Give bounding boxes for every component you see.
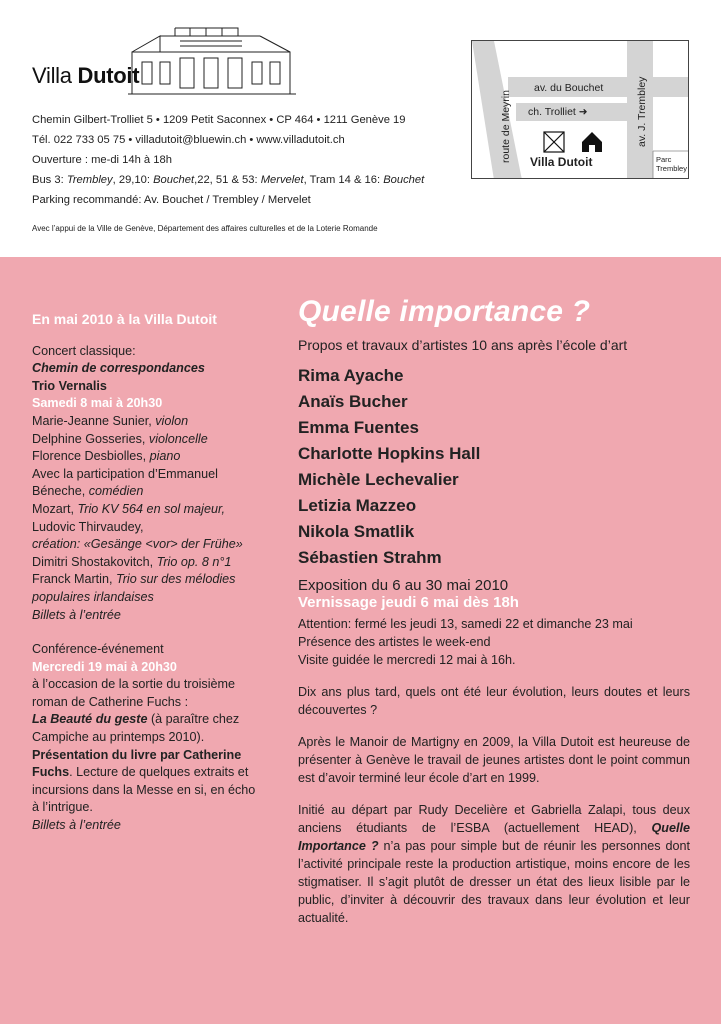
participation: Béneche, comédien	[32, 484, 144, 499]
paragraph: Dix ans plus tard, quels ont été leur évolution, leurs doutes et leurs découvertes ?	[298, 685, 690, 717]
events-heading: En mai 2010 à la Villa Dutoit	[32, 311, 217, 327]
conference-text: La Beauté du geste (à paraître chez	[32, 712, 240, 727]
map-label-ch-trolliet: ch. Trolliet ➜	[528, 106, 588, 118]
conference-type: Conférence-événement	[32, 642, 164, 657]
program-work: création: «Gesänge <vor> der Frühe»	[32, 537, 243, 552]
concert-group: Trio Vernalis	[32, 378, 107, 393]
conference-tickets: Billets à l’entrée	[32, 818, 121, 833]
house-icon	[582, 132, 602, 152]
musician: Florence Desbiolles, piano	[32, 449, 181, 464]
map-label-parc: Parc Trembley	[656, 155, 687, 173]
villa-logo-wordmark: Villa Dutoit	[32, 63, 140, 88]
bus-line: Bus 3: Trembley, 29,10: Bouchet,22, 51 & 53: Mervelet, Tram 14 & 16: Bouchet	[32, 174, 425, 186]
concert-tickets: Billets à l’entrée	[32, 607, 121, 622]
participation: Avec la participation d’Emmanuel	[32, 466, 218, 481]
program-work: populaires irlandaises	[32, 589, 154, 604]
concert-type: Concert classique:	[32, 343, 136, 358]
paragraph: Après le Manoir de Martigny en 2009, la Villa Dutoit est heureuse de présenter à Genève le travail de jeunes artistes dont le point commun est d’avoir terminé leur école d’art en 1999.	[298, 735, 690, 785]
cross-box-icon	[544, 132, 564, 152]
musician: Marie-Jeanne Sunier, violon	[32, 413, 189, 428]
location-map	[471, 40, 689, 179]
exhibition-title: Quelle importance ?	[298, 295, 591, 328]
artist-name: Michèle Lechevalier	[298, 470, 459, 489]
program-work: Mozart, Trio KV 564 en sol majeur,	[32, 501, 225, 516]
conference-text: roman de Catherine Fuchs :	[32, 694, 189, 709]
contact-line: Tél. 022 733 05 75 • villadutoit@bluewin.ch • www.villadutoit.ch	[32, 134, 345, 146]
conference-text: à l’occasion de la sortie du troisième	[32, 677, 236, 692]
artist-name: Anaïs Bucher	[298, 392, 408, 411]
artist-name: Rima Ayache	[298, 366, 404, 385]
conference-presentation: Présentation du livre par Catherine	[32, 747, 242, 762]
conference-text: incursions dans la Messe en si, en écho	[32, 782, 256, 797]
artist-name: Letizia Mazzeo	[298, 496, 417, 515]
conference-text: à l’intrigue.	[32, 800, 93, 815]
artist-name: Emma Fuentes	[298, 418, 419, 437]
villa-building-logo-icon	[120, 22, 310, 96]
program-work: Dimitri Shostakovitch, Trio op. 8 n°1	[32, 554, 232, 569]
vernissage: Vernissage jeudi 6 mai dès 18h	[298, 594, 519, 611]
map-label-villa: Villa Dutoit	[530, 155, 593, 169]
concert-date: Samedi 8 mai à 20h30	[32, 396, 163, 411]
musician: Delphine Gosseries, violoncelle	[32, 431, 208, 446]
paragraph: Initié au départ par Rudy Decelière et Gabriella Zalapi, tous deux anciens étudiants de l’ESBA (actuellement HEAD), Quelle Importance ? n’a pas pour simple but de réunir les personnes dont l’activité principale reste la production artistique, moins encore de les stigmatiser. Il s’agit plutôt de dresser un état des lieux lisible par le public, d’inviter à découvrir des travaux dans leur évolution et leur actualité.	[298, 803, 690, 925]
arrow-right-icon: ➜	[578, 106, 588, 118]
events-column	[32, 311, 267, 835]
note: Présence des artistes le week-end	[298, 635, 491, 649]
conference-text: Campiche au printemps 2010).	[32, 730, 205, 745]
map-label-av-bouchet: av. du Bouchet	[534, 82, 604, 94]
conference-date: Mercredi 19 mai à 20h30	[32, 659, 177, 674]
note: Attention: fermé les jeudi 13, samedi 22 et dimanche 23 mai	[298, 617, 633, 631]
exhibition-column	[298, 295, 690, 927]
artist-name: Sébastien Strahm	[298, 548, 442, 567]
parking-line: Parking recommandé: Av. Bouchet / Trembley / Mervelet	[32, 194, 311, 206]
artist-name: Nikola Smatlik	[298, 522, 415, 541]
exhibition-dates: Exposition du 6 au 30 mai 2010	[298, 577, 509, 594]
address-block	[32, 110, 424, 210]
note: Visite guidée le mercredi 12 mai à 16h.	[298, 653, 516, 667]
exhibition-notes	[298, 615, 690, 669]
opening-hours: Ouverture : me-di 14h à 18h	[32, 154, 172, 166]
program-work: Franck Martin, Trio sur des mélodies	[32, 572, 236, 587]
exhibition-subtitle: Propos et travaux d’artistes 10 ans après l’école d’art	[298, 337, 628, 353]
header-section	[0, 0, 721, 257]
conference-text: Fuchs. Lecture de quelques extraits et	[32, 765, 249, 780]
artist-list	[298, 363, 690, 571]
address-line: Chemin Gilbert-Trolliet 5 • 1209 Petit Saconnex • CP 464 • 1211 Genève 19	[32, 114, 406, 126]
concert-title: Chemin de correspondances	[32, 361, 205, 376]
program-work: Ludovic Thirvaudey,	[32, 519, 144, 534]
artist-name: Charlotte Hopkins Hall	[298, 444, 481, 463]
map-label-route-meyrin: route de Meyrin	[500, 90, 512, 163]
map-label-av-trembley: av. J. Trembley	[636, 76, 648, 147]
support-credits: Avec l’appui de la Ville de Genève, Département des affaires culturelles et de la Loterie Romande	[32, 224, 378, 233]
